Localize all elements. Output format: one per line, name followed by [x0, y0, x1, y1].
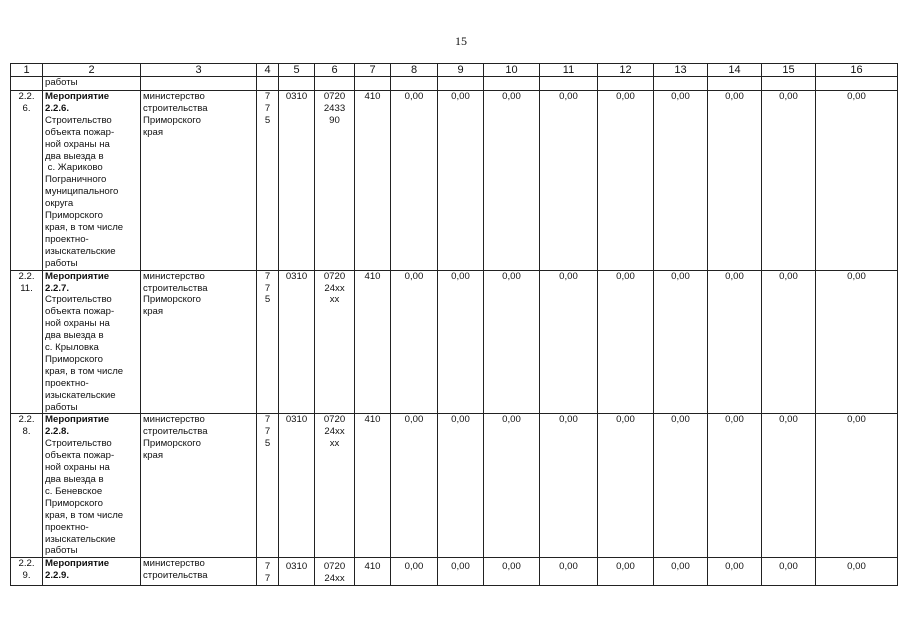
text-line: министерство: [143, 270, 205, 282]
empty-cell: [708, 77, 762, 91]
text-line: 7: [264, 561, 271, 573]
code-cell-4: [257, 414, 279, 558]
text-line: работы: [45, 257, 78, 269]
header-col-11: 11: [540, 64, 598, 77]
empty-cell: [279, 77, 315, 91]
measure-title-line: Мероприятие: [45, 270, 110, 282]
value-cell: 0,00: [484, 558, 540, 586]
header-col-2: 2: [43, 64, 141, 77]
measure-cell: [43, 558, 141, 586]
header-col-3: 3: [141, 64, 257, 77]
empty-cell: [391, 77, 438, 91]
text-line: 24xx: [324, 282, 345, 294]
value-cell: 0,00: [762, 91, 816, 271]
text-line: Приморского: [45, 497, 103, 509]
measure-title-line: Мероприятие: [45, 558, 110, 570]
header-col-13: 13: [654, 64, 708, 77]
row-index-cell: [11, 414, 43, 558]
code-cell-5: 0310: [279, 270, 315, 414]
table-row: [11, 414, 898, 558]
measure-cell: [43, 414, 141, 558]
value-cell: 0,00: [598, 414, 654, 558]
text-line: 2.2.: [18, 414, 35, 426]
value-cell: 0,00: [391, 270, 438, 414]
text-line: 5: [264, 438, 271, 450]
value-cell: 0,00: [708, 270, 762, 414]
text-line: 6.: [22, 102, 31, 114]
text-line: строительства: [143, 282, 208, 294]
empty-cell: [355, 77, 391, 91]
text-line: строительства: [143, 426, 208, 438]
text-line: края, в том числе: [45, 509, 124, 521]
text-line: края: [143, 306, 164, 318]
header-col-12: 12: [598, 64, 654, 77]
table-header-row: [11, 64, 898, 77]
text-line: два выезда в: [45, 330, 104, 342]
text-line: Строительство: [45, 438, 112, 450]
text-line: объекта пожар-: [45, 450, 115, 462]
header-col-6: 6: [315, 64, 355, 77]
measure-title-line: Мероприятие: [45, 414, 110, 426]
text-line: строительства: [143, 102, 208, 114]
value-cell: 0,00: [816, 414, 898, 558]
header-col-16: 16: [816, 64, 898, 77]
text-line: 2.2.: [18, 91, 35, 102]
value-cell: 0,00: [438, 91, 484, 271]
value-cell: 0,00: [438, 414, 484, 558]
value-cell: 0,00: [438, 270, 484, 414]
value-cell: 0,00: [391, 414, 438, 558]
text-line: 7: [264, 270, 271, 282]
measure-title-line: 2.2.6.: [45, 102, 70, 114]
table-row-continuation: [11, 77, 898, 91]
header-col-9: 9: [438, 64, 484, 77]
text-line: с. Крыловка: [45, 342, 99, 354]
empty-cell: [257, 77, 279, 91]
value-cell: 0,00: [540, 414, 598, 558]
executor-cell: [141, 558, 257, 586]
value-cell: 0,00: [816, 558, 898, 586]
code-cell-6: [315, 558, 355, 586]
measure-title-line: 2.2.9.: [45, 570, 70, 582]
row-index-cell: [11, 91, 43, 271]
empty-cell: [762, 77, 816, 91]
text-line: края: [143, 450, 164, 462]
value-cell: 0,00: [762, 558, 816, 586]
text-line: 7: [264, 573, 271, 585]
value-cell: 0,00: [540, 270, 598, 414]
page-number: 15: [455, 34, 467, 48]
text-line: министерство: [143, 91, 205, 102]
header-col-7: 7: [355, 64, 391, 77]
value-cell: 0,00: [484, 91, 540, 271]
table-row: [11, 270, 898, 414]
text-line: Приморского: [45, 353, 103, 365]
text-line: края, в том числе: [45, 365, 124, 377]
text-line: округа: [45, 198, 74, 210]
text-line: с. Беневское: [45, 485, 103, 497]
code-cell-5: 0310: [279, 558, 315, 586]
value-cell: 0,00: [816, 91, 898, 271]
measure-title-line: 2.2.8.: [45, 426, 70, 438]
value-cell: 0,00: [540, 558, 598, 586]
text-line: xx: [329, 438, 340, 450]
text-line: проектно-: [45, 521, 89, 533]
row-index-cell: [11, 558, 43, 586]
value-cell: 0,00: [598, 91, 654, 271]
text-line: изыскательские: [45, 245, 116, 257]
text-line: ной охраны на: [45, 138, 110, 150]
text-line: Строительство: [45, 114, 112, 126]
text-line: ной охраны на: [45, 462, 110, 474]
text-line: края: [143, 126, 164, 138]
text-line: изыскательские: [45, 389, 116, 401]
text-line: 90: [329, 114, 340, 126]
value-cell: 0,00: [762, 414, 816, 558]
code-cell-4: [257, 91, 279, 271]
value-cell: 0,00: [598, 558, 654, 586]
text-line: работы: [45, 401, 78, 413]
text-line: 2433: [323, 102, 346, 114]
empty-cell: [816, 77, 898, 91]
text-line: 0720: [323, 91, 346, 102]
empty-cell: [654, 77, 708, 91]
value-cell: 0,00: [484, 414, 540, 558]
executor-cell: [141, 91, 257, 271]
value-cell: 0,00: [762, 270, 816, 414]
text-line: объекта пожар-: [45, 306, 115, 318]
cont-text-cell: работы: [43, 77, 141, 91]
text-line: изыскательские: [45, 533, 116, 545]
cont-index-cell: [11, 77, 43, 91]
code-cell-7: 410: [355, 270, 391, 414]
text-line: с. Жариково: [45, 162, 103, 174]
text-line: 2.2.: [18, 270, 35, 282]
empty-cell: [315, 77, 355, 91]
text-line: 0720: [323, 414, 346, 426]
text-line: 24xx: [324, 426, 345, 438]
header-col-10: 10: [484, 64, 540, 77]
executor-cell: [141, 414, 257, 558]
value-cell: 0,00: [391, 91, 438, 271]
value-cell: 0,00: [598, 270, 654, 414]
text-line: 8.: [22, 426, 31, 438]
value-cell: 0,00: [654, 414, 708, 558]
text-line: края, в том числе: [45, 221, 124, 233]
value-cell: 0,00: [391, 558, 438, 586]
text-line: 7: [264, 102, 271, 114]
value-cell: 0,00: [540, 91, 598, 271]
code-cell-6: [315, 270, 355, 414]
executor-cell: [141, 270, 257, 414]
text-line: 7: [264, 282, 271, 294]
code-cell-4: [257, 270, 279, 414]
measure-title-line: 2.2.7.: [45, 282, 70, 294]
header-col-8: 8: [391, 64, 438, 77]
text-line: 0720: [323, 270, 346, 282]
text-line: ной охраны на: [45, 318, 110, 330]
code-cell-7: 410: [355, 558, 391, 586]
text-line: 5: [264, 294, 271, 306]
text-line: xx: [329, 294, 340, 306]
empty-cell: [598, 77, 654, 91]
table-row: [11, 558, 898, 586]
budget-table: [10, 63, 898, 586]
text-line: проектно-: [45, 377, 89, 389]
text-line: 7: [264, 91, 271, 102]
code-cell-5: 0310: [279, 414, 315, 558]
text-line: 2.2.: [18, 558, 35, 570]
text-line: 7: [264, 414, 271, 426]
code-cell-6: [315, 414, 355, 558]
code-cell-4: [257, 558, 279, 586]
text-line: 11.: [20, 282, 33, 294]
code-cell-6: [315, 91, 355, 271]
code-cell-7: 410: [355, 414, 391, 558]
measure-cell: [43, 270, 141, 414]
text-line: Приморского: [45, 210, 103, 222]
text-line: 0720: [323, 561, 346, 573]
text-line: проектно-: [45, 233, 89, 245]
code-cell-7: 410: [355, 91, 391, 271]
text-line: Приморского: [143, 438, 201, 450]
value-cell: 0,00: [708, 91, 762, 271]
empty-cell: [484, 77, 540, 91]
text-line: министерство: [143, 414, 205, 426]
value-cell: 0,00: [708, 414, 762, 558]
code-cell-5: 0310: [279, 91, 315, 271]
value-cell: 0,00: [654, 91, 708, 271]
text-line: муниципального: [45, 186, 119, 198]
text-line: Строительство: [45, 294, 112, 306]
text-line: строительства: [143, 570, 208, 582]
text-line: два выезда в: [45, 150, 104, 162]
text-line: Пограничного: [45, 174, 107, 186]
text-line: Приморского: [143, 294, 201, 306]
header-col-4: 4: [257, 64, 279, 77]
measure-cell: [43, 91, 141, 271]
text-line: два выезда в: [45, 474, 104, 485]
empty-cell: [438, 77, 484, 91]
header-col-1: 1: [11, 64, 43, 77]
empty-cell: [141, 77, 257, 91]
text-line: объекта пожар-: [45, 126, 115, 138]
row-index-cell: [11, 270, 43, 414]
value-cell: 0,00: [654, 558, 708, 586]
measure-title-line: Мероприятие: [45, 91, 110, 102]
text-line: 7: [264, 426, 271, 438]
text-line: 5: [264, 114, 271, 126]
header-col-15: 15: [762, 64, 816, 77]
table-row: [11, 91, 898, 271]
text-line: работы: [45, 545, 78, 557]
value-cell: 0,00: [438, 558, 484, 586]
value-cell: 0,00: [816, 270, 898, 414]
empty-cell: [540, 77, 598, 91]
text-line: министерство: [143, 558, 205, 570]
value-cell: 0,00: [708, 558, 762, 586]
text-line: Приморского: [143, 114, 201, 126]
text-line: 9.: [22, 570, 31, 582]
header-col-5: 5: [279, 64, 315, 77]
header-col-14: 14: [708, 64, 762, 77]
value-cell: 0,00: [484, 270, 540, 414]
value-cell: 0,00: [654, 270, 708, 414]
text-line: 24xx: [324, 573, 345, 585]
